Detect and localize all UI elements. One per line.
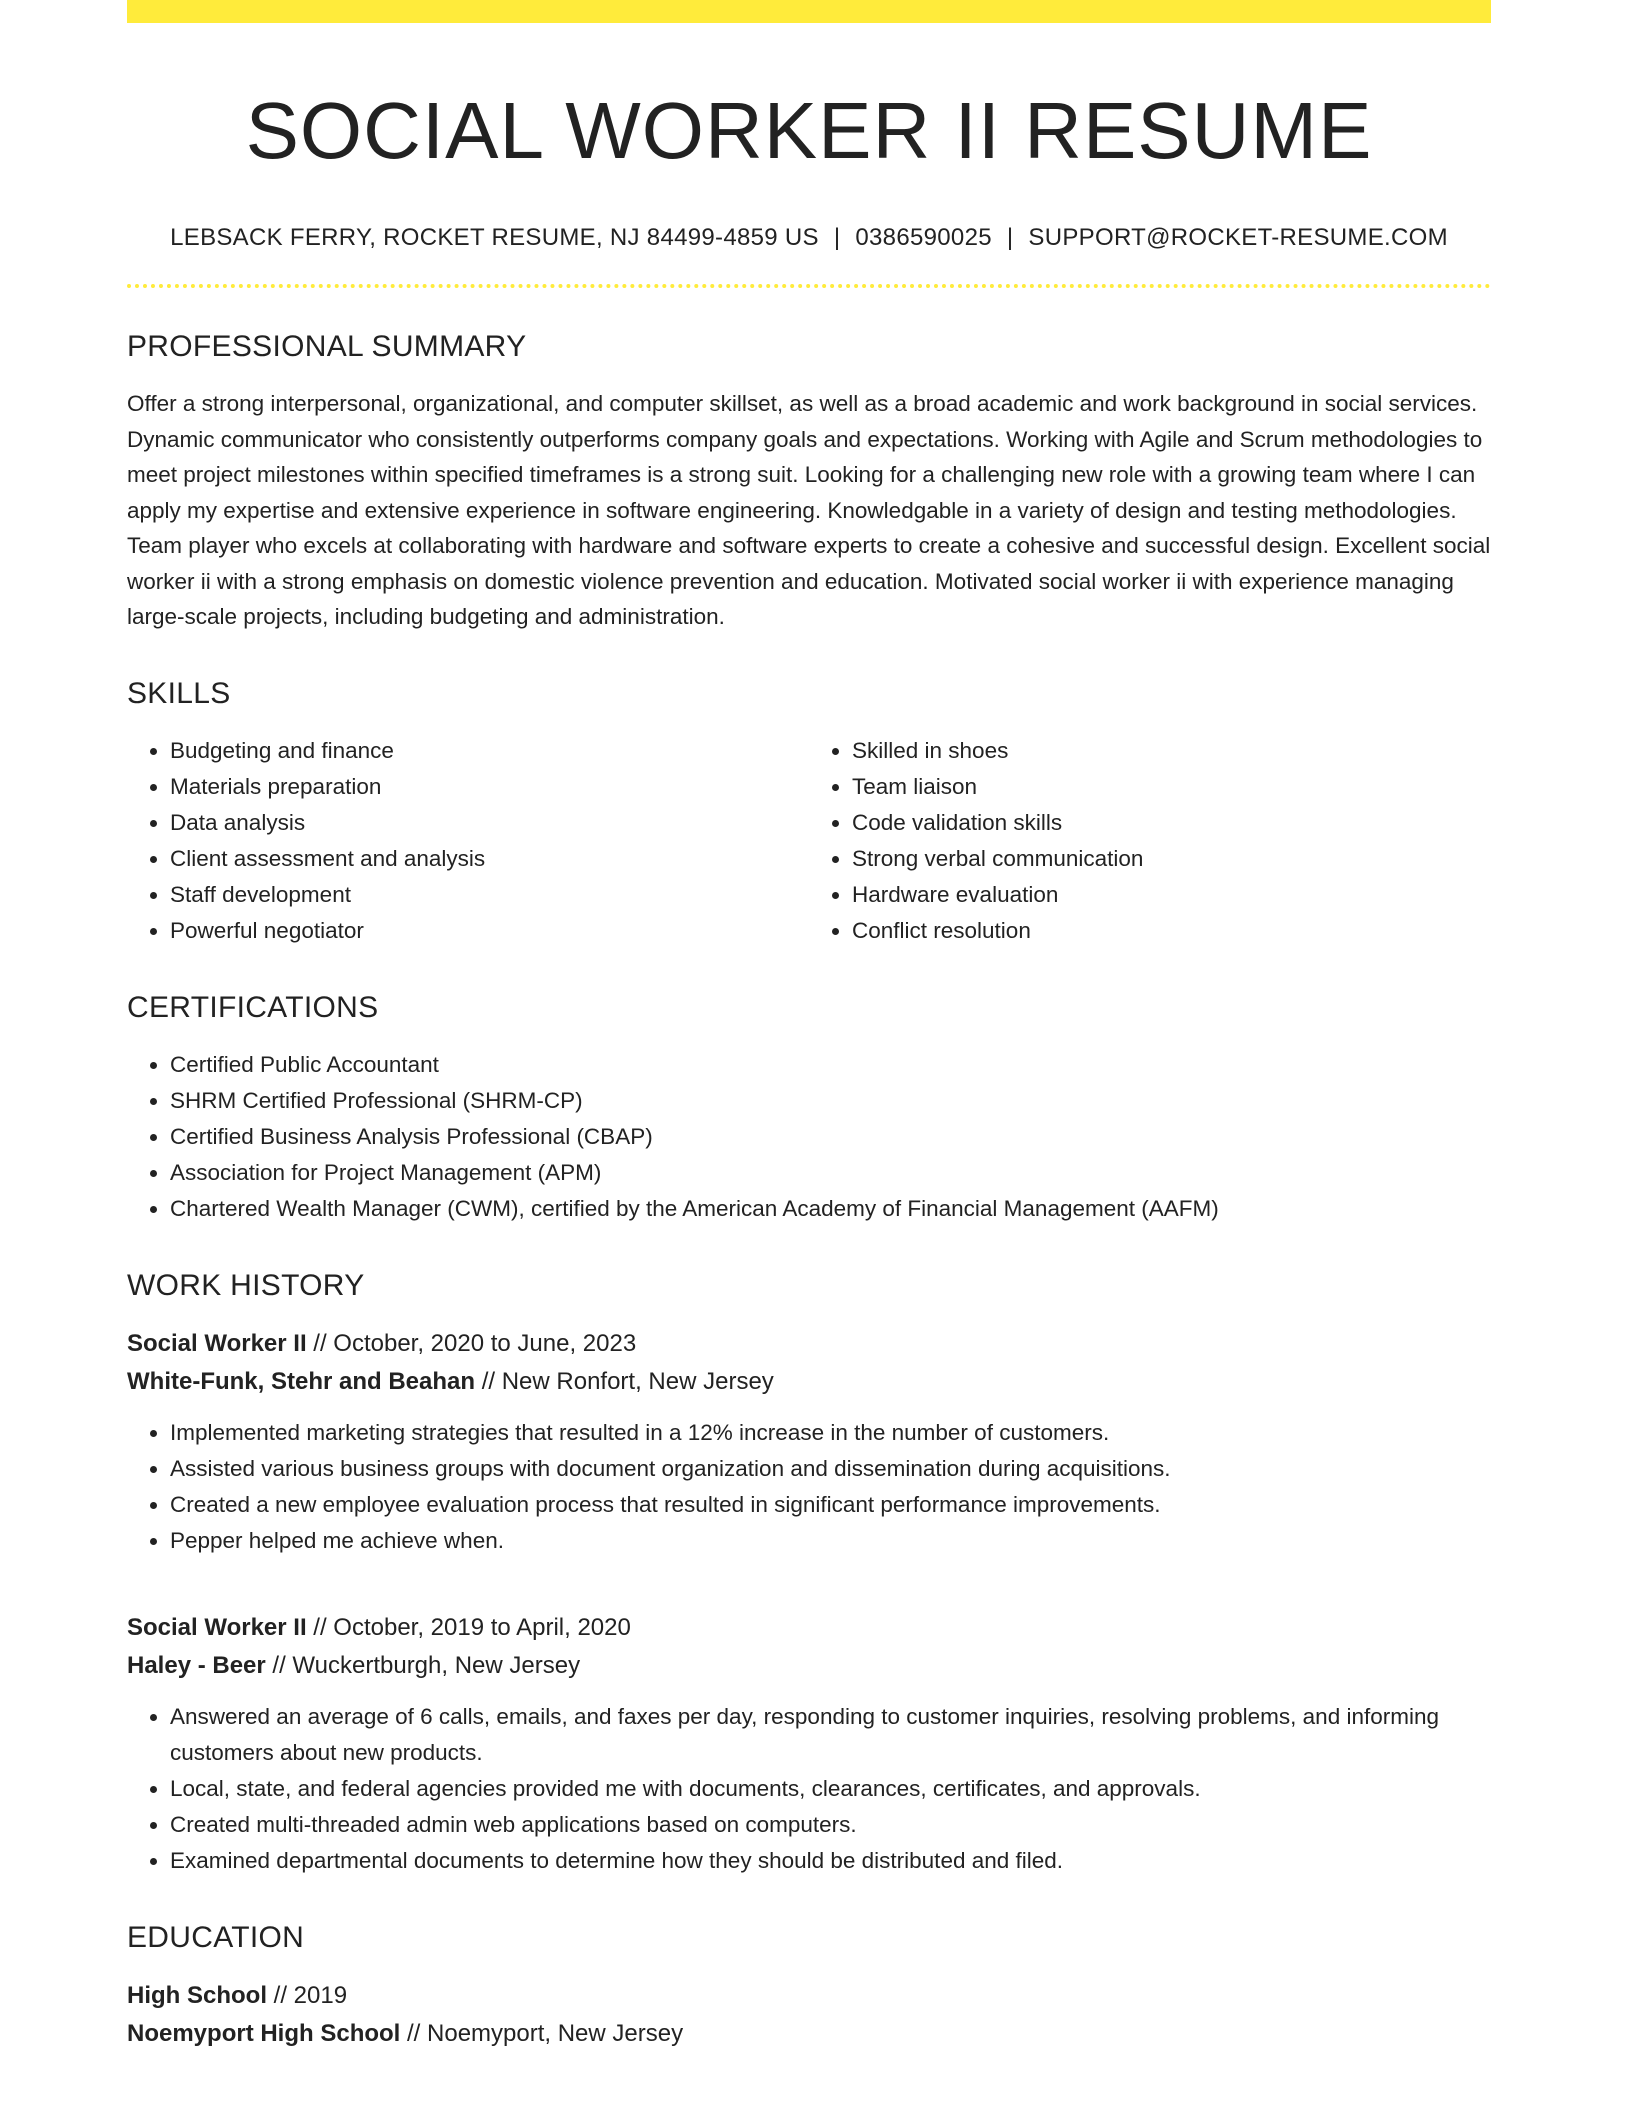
work-history-heading: WORK HISTORY [127, 1268, 365, 1302]
skills-heading: SKILLS [127, 676, 231, 710]
skills-list-right [809, 733, 1491, 949]
certification-item: • Chartered Wealth Manager (CWM), certified by the American Academy of Financial Management (AAFM) [170, 1191, 1491, 1227]
job-title-line [127, 1325, 1491, 1363]
education-location: // Noemyport, New Jersey [400, 2019, 684, 2047]
job-company: Haley - Beer [127, 1651, 266, 1679]
job-bullet: • Created multi-threaded admin web applications based on computers. [170, 1807, 1491, 1843]
resume-content [127, 23, 1491, 2053]
dotted-divider [127, 284, 1491, 288]
job-company-line [127, 1363, 1491, 1401]
job-company: White-Funk, Stehr and Beahan [127, 1367, 476, 1395]
resume-title: SOCIAL WORKER II RESUME [245, 86, 1373, 175]
job-location: // Wuckertburgh, New Jersey [265, 1651, 581, 1679]
skill-item: • Conflict resolution [852, 913, 1491, 949]
skill-item: • Strong verbal communication [852, 841, 1491, 877]
job-entry [127, 1609, 1491, 1879]
skill-item: • Budgeting and finance [170, 733, 809, 769]
top-accent-bar [127, 0, 1491, 23]
skill-item: • Client assessment and analysis [170, 841, 809, 877]
job-bullet: • Local, state, and federal agencies provided me with documents, clearances, certificates, and approvals. [170, 1771, 1491, 1807]
skill-item: • Code validation skills [852, 805, 1491, 841]
skill-item: • Skilled in shoes [852, 733, 1491, 769]
certification-item: • Association for Project Management (APM) [170, 1155, 1491, 1191]
job-bullet: • Assisted various business groups with document organization and dissemination during acquisitions. [170, 1451, 1491, 1487]
job-title: Social Worker II [127, 1329, 307, 1357]
job-title-line [127, 1609, 1491, 1647]
education-degree: High School [127, 1981, 267, 2009]
contact-phone: 0386590025 [855, 224, 992, 251]
job-spacer [127, 1573, 1491, 1609]
certifications-heading: CERTIFICATIONS [127, 990, 379, 1024]
job-title: Social Worker II [127, 1613, 307, 1641]
job-bullets [127, 1415, 1491, 1559]
certification-item: • Certified Public Accountant [170, 1047, 1491, 1083]
job-bullet: • Created a new employee evaluation process that resulted in significant performance improvements. [170, 1487, 1491, 1523]
job-bullet: • Examined departmental documents to determine how they should be distributed and filed. [170, 1843, 1491, 1879]
education-heading: EDUCATION [127, 1920, 305, 1954]
certification-item: • SHRM Certified Professional (SHRM-CP) [170, 1083, 1491, 1119]
summary-text: Offer a strong interpersonal, organizational, and computer skillset, as well as a broad academic and work background in social services. Dynamic communicator who consistently outperforms company goals and expectations. Working with Agile and Scrum methodologies to meet project milestones within specified timeframes is a strong suit. Looking for a challenging new role with a growing team where I can apply my expertise and extensive experience in software engineering. Knowledgable in a variety of design and testing methodologies. Team player who excels at collaborating with hardware and software experts to create a cohesive and successful design. Excellent social worker ii with a strong emphasis on domestic violence prevention and education. Motivated social worker ii with experience managing large-scale projects, including budgeting and administration. [127, 391, 1491, 629]
education-degree-line [127, 1977, 1491, 2015]
certifications-list [127, 1047, 1491, 1227]
skill-item: • Team liaison [852, 769, 1491, 805]
contact-address: LEBSACK FERRY, ROCKET RESUME, NJ 84499-4859 US [170, 224, 819, 251]
contact-separator: | [833, 224, 841, 251]
skill-item: • Materials preparation [170, 769, 809, 805]
job-entry [127, 1325, 1491, 1559]
education-school-line [127, 2015, 1491, 2053]
contact-separator: | [1006, 224, 1014, 251]
skill-item: • Staff development [170, 877, 809, 913]
education-school: Noemyport High School [127, 2019, 401, 2047]
skills-grid [127, 733, 1491, 949]
skills-list-left [127, 733, 809, 949]
contact-email: SUPPORT@ROCKET-RESUME.COM [1028, 224, 1448, 251]
education-year: // 2019 [267, 1981, 348, 2009]
skill-item: • Hardware evaluation [852, 877, 1491, 913]
skill-item: • Data analysis [170, 805, 809, 841]
job-bullets [127, 1699, 1491, 1879]
job-bullet: • Answered an average of 6 calls, emails, and faxes per day, responding to customer inquiries, resolving problems, and informing customers about new products. [170, 1699, 1491, 1771]
certification-item: • Certified Business Analysis Professional (CBAP) [170, 1119, 1491, 1155]
job-dates: // October, 2020 to June, 2023 [306, 1329, 637, 1357]
job-dates: // October, 2019 to April, 2020 [306, 1613, 631, 1641]
job-bullet: • Implemented marketing strategies that resulted in a 12% increase in the number of customers. [170, 1415, 1491, 1451]
summary-heading: PROFESSIONAL SUMMARY [127, 330, 527, 363]
job-location: // New Ronfort, New Jersey [475, 1367, 774, 1395]
contact-line [127, 224, 1491, 252]
job-bullet: • Pepper helped me achieve when. [170, 1523, 1491, 1559]
job-company-line [127, 1647, 1491, 1685]
skill-item: • Powerful negotiator [170, 913, 809, 949]
